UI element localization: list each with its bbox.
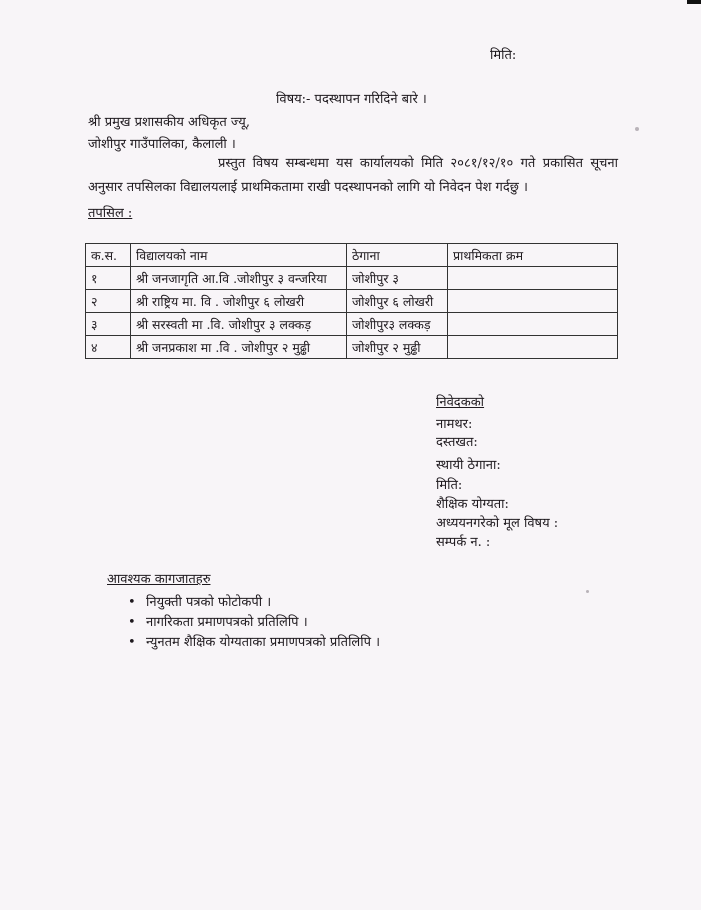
list-item [124,613,380,633]
table-row [86,336,618,359]
document-item-text: नागरिकता प्रमाणपत्रको प्रतिलिपि । [146,615,308,630]
applicant-heading: निवेदकको [436,395,485,410]
table-header-row [86,244,618,267]
cell-address: जोशीपुर ६ लोखरी [347,290,448,313]
list-item [124,593,380,613]
cell-address: जोशीपुर ३ [347,267,448,290]
list-item [124,633,380,653]
bullet-icon: • [128,635,136,650]
bullet-icon: • [128,595,136,610]
table-row [86,313,618,336]
addressee-line-2: जोशीपुर गाउँपालिका, कैलाली । [88,137,236,152]
date-label: मिति: [490,48,517,63]
school-preference-table [85,243,618,359]
cell-serial: १ [86,267,131,290]
cell-serial: २ [86,290,131,313]
cell-serial: ३ [86,313,131,336]
cell-priority [448,267,618,290]
applicant-qualification-field: शैक्षिक योग्यता: [436,497,509,512]
required-documents-list [124,593,380,653]
addressee-line-1: श्री प्रमुख प्रशासकीय अधिकृत ज्यू, [88,115,250,130]
cell-school-name: श्री जनजागृति आ.वि .जोशीपुर ३ वन्जरिया [131,267,347,290]
applicant-date-field: मिति: [436,478,463,493]
header-priority: प्राथमिकता क्रम [448,244,618,267]
cell-priority [448,290,618,313]
applicant-contact-field: सम्पर्क न. : [436,535,491,550]
header-address: ठेगाना [347,244,448,267]
cell-school-name: श्री सरस्वती मा .वि. जोशीपुर ३ लक्कड़ [131,313,347,336]
scan-speck [586,590,589,593]
cell-address: जोशीपुर३ लक्कड़ [347,313,448,336]
body-paragraph: प्रस्तुत विषय सम्बन्धमा यस कार्यालयको मिति २०८१/१२/१० गते प्रकासित सूचना अनुसार तपसिलका विद्यालयलाई प्राथमिकतामा राखी पदस्थापनको लागि यो निवेदन पेश गर्दछु । [88,156,618,195]
applicant-subject-field: अध्ययनगरेको मूल विषय : [436,516,559,531]
bullet-icon: • [128,615,136,630]
scan-speck [635,127,639,131]
subject-line: विषय:- पदस्थापन गरिदिने बारे । [276,92,427,107]
table-row [86,267,618,290]
required-documents-heading: आवश्यक कागजातहरु [107,572,211,587]
applicant-signature-field: दस्तखत: [436,435,478,450]
cell-school-name: श्री जनप्रकाश मा .वि . जोशीपुर २ मुढ्ढी [131,336,347,359]
cell-address: जोशीपुर २ मुढ्ढी [347,336,448,359]
document-item-text: न्युनतम शैक्षिक योग्यताका प्रमाणपत्रको प्रतिलिपि । [146,635,381,650]
cell-priority [448,336,618,359]
header-school-name: विद्यालयको नाम [131,244,347,267]
applicant-name-field: नामथर: [436,417,473,432]
cell-serial: ४ [86,336,131,359]
document-item-text: नियुक्ती पत्रको फोटोकपी । [146,595,272,610]
cell-priority [448,313,618,336]
table-row [86,290,618,313]
header-serial: क.स. [86,244,131,267]
cell-school-name: श्री राष्ट्रिय मा. वि . जोशीपुर ६ लोखरी [131,290,347,313]
applicant-address-field: स्थायी ठेगाना: [436,458,501,473]
details-label: तपसिल : [88,206,133,221]
scan-edge [687,0,701,4]
